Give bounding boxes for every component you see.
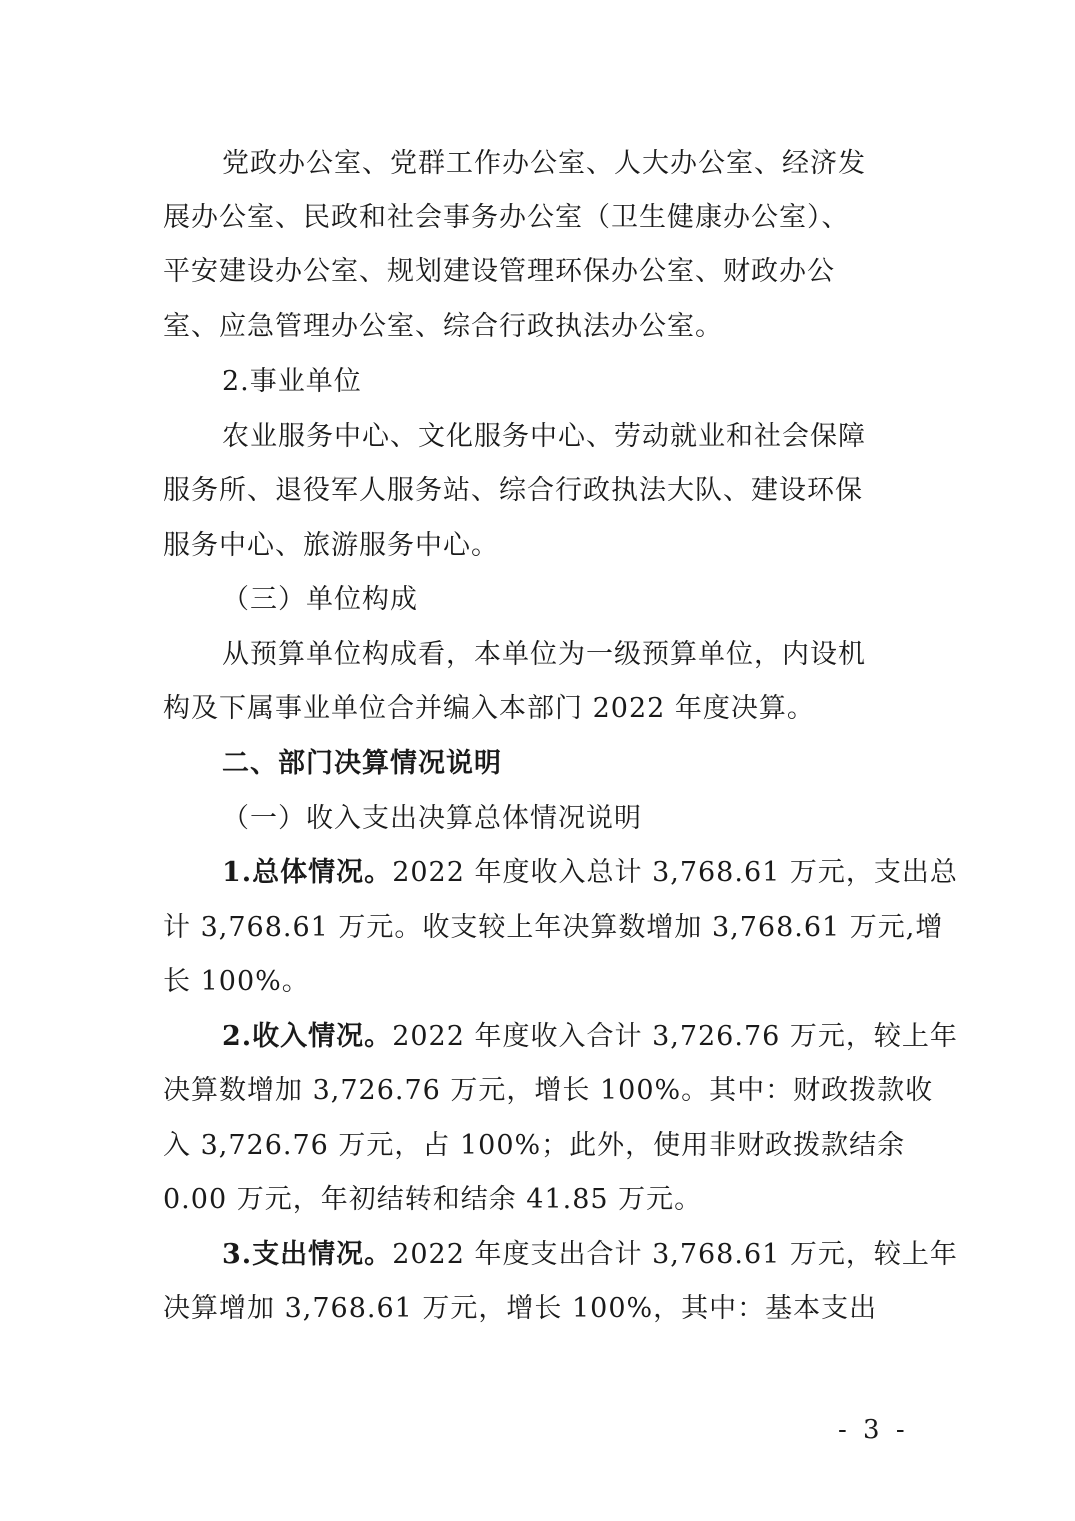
subheading-public-institutions: 2.事业单位 [222,366,362,397]
paragraph-line-1: 党政办公室、党群工作办公室、人大办公室、经济发 [222,148,866,179]
chapter-heading: 二、部门决算情况说明 [222,748,502,779]
section-heading-unit-composition: （三）单位构成 [222,584,418,615]
paragraph-overall-line-2: 计 3,768.61 万元。收支较上年决算数增加 3,768.61 万元,增 [163,912,944,943]
overall-text: 2022 年度收入总计 3,768.61 万元，支出总 [392,857,958,888]
paragraph-overall-line-1 [222,855,958,891]
income-text: 2022 年度收入合计 3,726.76 万元，较上年 [392,1021,958,1052]
paragraph-line-8: 从预算单位构成看，本单位为一级预算单位，内设机 [222,639,866,670]
paragraph-line-6: 服务所、退役军人服务站、综合行政执法大队、建设环保 [163,475,863,506]
paragraph-line-3: 平安建设办公室、规划建设管理环保办公室、财政办公 [163,256,835,287]
lead-expense: 3.支出情况。 [222,1239,393,1270]
paragraph-line-7: 服务中心、旅游服务中心。 [163,530,499,561]
paragraph-expense-line-2: 决算增加 3,768.61 万元，增长 100%，其中：基本支出 [163,1293,878,1324]
paragraph-overall-line-3: 长 100%。 [163,966,310,997]
paragraph-line-5: 农业服务中心、文化服务中心、劳动就业和社会保障 [222,421,866,452]
paragraph-income-line-2: 决算数增加 3,726.76 万元，增长 100%。其中：财政拨款收 [163,1075,934,1106]
paragraph-income-line-3: 入 3,726.76 万元，占 100%；此外，使用非财政拨款结余 [163,1130,906,1161]
lead-overall: 1.总体情况。 [222,857,393,888]
paragraph-income-line-4: 0.00 万元，年初结转和结余 41.85 万元。 [163,1184,703,1215]
paragraph-line-2: 展办公室、民政和社会事务办公室（卫生健康办公室）、 [163,202,850,233]
page-number: - 3 - [838,1415,909,1445]
paragraph-expense-line-1 [222,1237,958,1273]
lead-income: 2.收入情况。 [222,1021,393,1052]
paragraph-line-9: 构及下属事业单位合并编入本部门 2022 年度决算。 [163,693,815,724]
paragraph-line-4: 室、应急管理办公室、综合行政执法办公室。 [163,311,723,342]
paragraph-income-line-1 [222,1019,958,1055]
expense-text: 2022 年度支出合计 3,768.61 万元，较上年 [392,1239,958,1270]
section-heading-summary: （一）收入支出决算总体情况说明 [222,803,642,834]
